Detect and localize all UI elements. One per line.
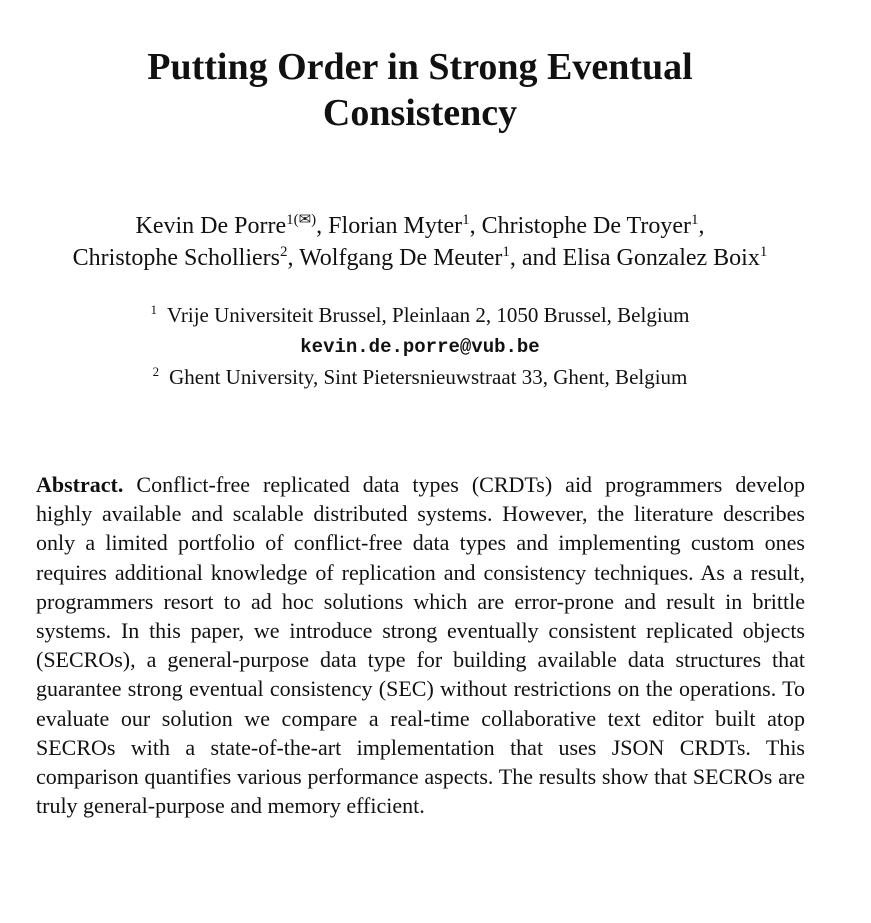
affiliation-2 [0,362,840,392]
author-name: Christophe Scholliers [72,245,280,271]
email-line [0,330,840,362]
abstract-text: Conflict-free replicated data types (CRDTs) aid programmers develop highly available and scalable distributed systems. However, the literature describes only a limited portfolio of conflict-free data types and implementing custom ones requires additional knowledge of replication and consistency techniques. As a result, programmers resort to ad hoc solutions which are error-prone and result in brittle systems. In this paper, we introduce strong eventually consistent replicated objects (SECROs), a general-purpose data type for building available data structures that guarantee strong eventual consistency (SEC) without restrictions on the operations. To evaluate our solution we compare a real-time collaborative text editor built atop SECROs with a state-of-the-art implementation that uses JSON CRDTs. This comparison quantifies various performance aspects. The results show that SECROs are truly general-purpose and memory efficient. [36,472,806,819]
author-separator: , [316,213,329,239]
affiliation-1 [0,300,840,330]
author-separator: , [469,213,482,239]
author-affiliation-mark: 1 [462,212,470,228]
affiliation-number: 1 [150,302,157,317]
author-name: Florian Myter [328,213,463,239]
affiliation-text: Ghent University, Sint Pietersnieuwstraat 33, Ghent, Belgium [169,365,688,389]
affiliation-text: Vrije Universiteit Brussel, Pleinlaan 2, 1050 Brussel, Belgium [166,303,690,327]
author-affiliation-mark: 1 [502,244,510,260]
author-name: Elisa Gonzalez Boix [562,245,760,271]
author-name: Wolfgang De Meuter [299,245,503,271]
author-name: Kevin De Porre [135,213,287,239]
abstract [36,470,805,820]
affiliations [0,300,840,392]
author-affiliation-mark: 1 [759,244,768,260]
affiliation-number: 2 [152,364,160,379]
author-list [0,210,840,274]
author-affiliation-mark: 1(✉) [286,212,317,228]
author-separator: , [287,245,300,271]
paper-title: Putting Order in Strong Eventual Consistency [147,46,693,134]
author-affiliation-mark: 1 [691,212,699,228]
author-separator: , and [509,245,563,271]
abstract-label: Abstract. [36,472,124,497]
author-email[interactable]: kevin.de.porre@vub.be [300,336,540,358]
author-name: Christophe De Troyer [481,213,691,239]
author-affiliation-mark: 2 [279,244,288,260]
author-separator: , [698,213,705,239]
